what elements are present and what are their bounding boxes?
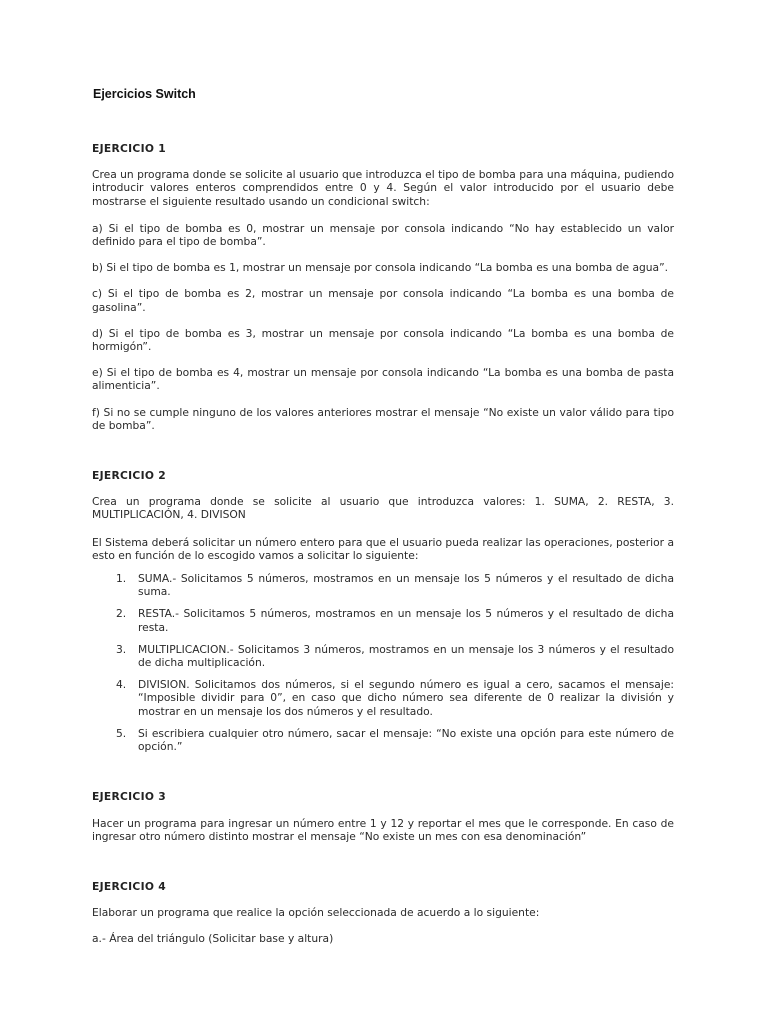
ejercicio-3-intro: Hacer un programa para ingresar un número entre 1 y 12 y reportar el mes que le corresponde. En caso de ingresar otro número distinto mostrar el mensaje “No existe un mes con esa denominación” (92, 816, 674, 843)
document-title: Ejercicios Switch (93, 87, 196, 101)
list-item-number: 2. (116, 607, 127, 621)
list-item-number: 5. (116, 726, 127, 740)
list-item-text: Si escribiera cualquier otro número, sacar el mensaje: “No existe una opción para este número de opción.” (138, 726, 674, 754)
ejercicio-4-heading: EJERCICIO 4 (92, 879, 166, 893)
list-item-number: 3. (116, 642, 127, 656)
list-item-text: DIVISION. Solicitamos dos números, si el segundo número es igual a cero, sacamos el mensaje: “Imposible dividir para 0”, en caso que dicho número sea diferente de 0 realizar la división y mostrar en un mensaje los dos números y el resultado. (138, 678, 674, 718)
list-item-text: SUMA.- Solicitamos 5 números, mostramos en un mensaje los 5 números y el resultado de dicha suma. (138, 572, 674, 599)
list-item-number: 4. (116, 678, 127, 692)
list-item (92, 607, 674, 633)
ejercicio-1-item-b: b) Si el tipo de bomba es 1, mostrar un mensaje por consola indicando “La bomba es una bomba de agua”. (92, 261, 669, 275)
list-item-text: MULTIPLICACION.- Solicitamos 3 números, mostramos en un mensaje los 3 números y el resultado de dicha multiplicación. (138, 642, 674, 670)
ejercicio-2-intro-2: El Sistema deberá solicitar un número entero para que el usuario pueda realizar las operaciones, posterior a esto en función de lo escogido vamos a solicitar lo siguiente: (92, 535, 674, 562)
ejercicio-2-heading: EJERCICIO 2 (92, 469, 166, 483)
ejercicio-4-item-a: a.- Área del triángulo (Solicitar base y altura) (92, 932, 334, 946)
list-item (92, 572, 674, 598)
ejercicio-1-item-d: d) Si el tipo de bomba es 3, mostrar un mensaje por consola indicando “La bomba es una bomba de hormigón”. (92, 326, 674, 354)
ejercicio-1-intro: Crea un programa donde se solicite al usuario que introduzca el tipo de bomba para una máquina, pudiendo introducir valores enteros comprendidos entre 0 y 4. Según el valor introducido por el usuario debe mostrarse el siguiente resultado usando un condicional switch: (92, 168, 674, 208)
ejercicio-1-item-e: e) Si el tipo de bomba es 4, mostrar un mensaje por consola indicando “La bomba es una bomba de pasta alimenticia”. (92, 366, 674, 393)
list-item (92, 727, 674, 753)
ejercicio-4-intro: Elaborar un programa que realice la opción seleccionada de acuerdo a lo siguiente: (92, 906, 540, 920)
ejercicio-3-heading: EJERCICIO 3 (92, 790, 166, 804)
ejercicio-1-item-c: c) Si el tipo de bomba es 2, mostrar un mensaje por consola indicando “La bomba es una bomba de gasolina”. (92, 287, 674, 314)
list-item (92, 678, 674, 718)
ejercicio-2-intro: Crea un programa donde se solicite al usuario que introduzca valores: 1. SUMA, 2. RESTA, 3. MULTIPLICACIÓN, 4. DIVISON (92, 495, 674, 522)
ejercicio-1-heading: EJERCICIO 1 (92, 142, 166, 155)
ejercicio-1-item-f: f) Si no se cumple ninguno de los valores anteriores mostrar el mensaje “No existe un valor válido para tipo de bomba”. (92, 405, 674, 432)
list-item-text: RESTA.- Solicitamos 5 números, mostramos en un mensaje los 5 números y el resultado de dicha resta. (138, 607, 674, 634)
document-body (92, 140, 674, 946)
list-item (92, 643, 674, 669)
list-item-number: 1. (116, 572, 127, 586)
ejercicio-2-list (92, 572, 674, 753)
ejercicio-1-item-a: a) Si el tipo de bomba es 0, mostrar un mensaje por consola indicando “No hay establecido un valor definido para el tipo de bomba”. (92, 221, 674, 249)
